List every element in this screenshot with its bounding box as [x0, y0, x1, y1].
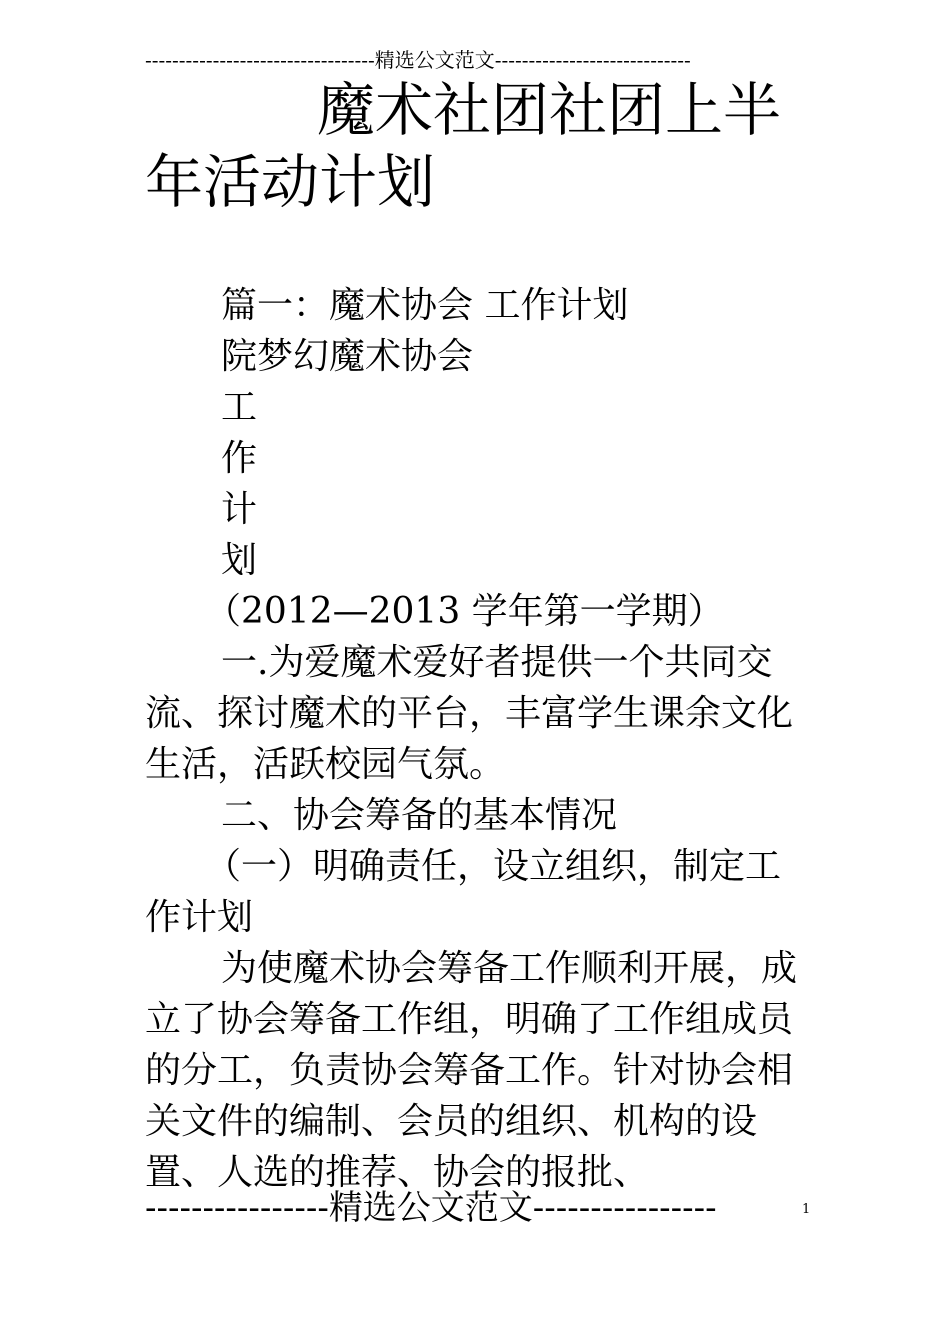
- page-number: 1: [802, 1202, 811, 1217]
- paragraph: 一.为爱魔术爱好者提供一个共同交流、探讨魔术的平台，丰富学生课余文化生活，活跃校园气氛。: [145, 642, 794, 785]
- vertical-char: 工: [221, 387, 258, 428]
- title-line-2: 年活动计划: [145, 148, 436, 216]
- section-heading: 篇一：魔术协会 工作计划: [221, 285, 629, 326]
- subheading: （一）明确责任，设立组织，制定工作计划: [145, 846, 782, 938]
- organization-name: 院梦幻魔术协会: [221, 336, 474, 377]
- paragraph: 为使魔术协会筹备工作顺利开展，成立了协会筹备工作组，明确了工作组成员的分工，负责协会筹备工作。针对协会相关文件的编制、会员的组织、机构的设置、人选的推荐、协会的报批、: [145, 948, 798, 1193]
- title-line-1: 魔术社团社团上半: [317, 76, 782, 144]
- vertical-char: 计: [221, 489, 258, 530]
- vertical-char: 划: [221, 540, 258, 581]
- page-header: ----------------------------------精选公文范文-----------------------------: [145, 48, 691, 72]
- document-body: [145, 280, 805, 1198]
- page-footer: ----------------精选公文范文----------------: [145, 1188, 717, 1228]
- document-title: [145, 74, 805, 218]
- vertical-char: 作: [221, 438, 258, 479]
- subheading: 二、协会筹备的基本情况: [221, 795, 618, 836]
- semester-line: （2012—2013 学年第一学期）: [205, 591, 724, 632]
